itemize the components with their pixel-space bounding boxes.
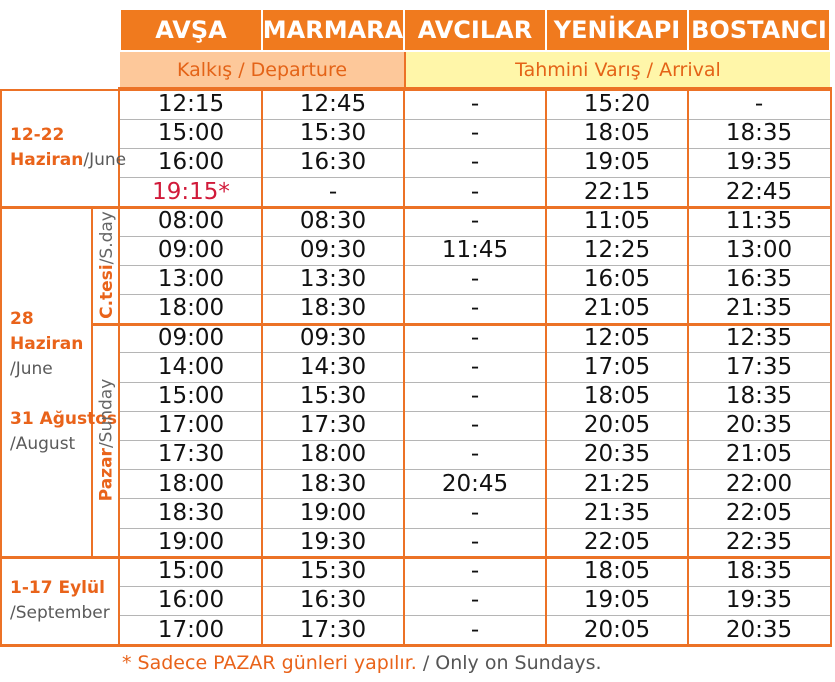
- time-cell: 15:30: [299, 383, 367, 410]
- time-cell: -: [470, 353, 480, 380]
- period-label-name: 28: [10, 308, 34, 329]
- column-header-label: YENİKAPI: [553, 16, 681, 44]
- period-left-border: [0, 90, 2, 645]
- column-header-3: [405, 10, 545, 50]
- column-header-label: MARMARA: [262, 16, 404, 44]
- time-cell: 09:30: [299, 237, 367, 264]
- time-cell: -: [470, 120, 480, 147]
- time-cell: 17:05: [583, 353, 651, 380]
- table-right-border: [830, 90, 832, 645]
- time-cell: 18:35: [725, 558, 793, 585]
- time-cell: 18:30: [299, 470, 367, 497]
- period-label-name: 31 Ağustos: [10, 408, 118, 429]
- footnote: [122, 652, 822, 680]
- time-cell: 22:05: [583, 529, 651, 556]
- time-cell: 12:15: [157, 91, 225, 118]
- time-cell: 22:35: [725, 529, 793, 556]
- time-cell: 21:35: [725, 295, 793, 322]
- footnote-note: * Sadece PAZAR günleri yapılır.: [122, 652, 417, 674]
- column-header-label: BOSTANCI: [691, 16, 827, 44]
- column-header-2: [263, 10, 403, 50]
- time-cell: -: [470, 499, 480, 526]
- period-label-line: [10, 576, 120, 601]
- period-label-1: [10, 90, 127, 207]
- time-cell: 20:05: [583, 412, 651, 439]
- time-cell: 16:05: [583, 266, 651, 293]
- time-cell: 15:30: [299, 558, 367, 585]
- time-cell: 08:30: [299, 207, 367, 234]
- time-cell: 17:35: [725, 353, 793, 380]
- time-cell: 16:00: [157, 587, 225, 614]
- day-label-translation: /S.day: [96, 211, 117, 265]
- period-label-translation: /August: [10, 433, 76, 454]
- time-cell: 09:00: [157, 237, 225, 264]
- time-cell: -: [470, 207, 480, 234]
- time-cell: 13:30: [299, 266, 367, 293]
- arrival-subheader: [406, 52, 830, 87]
- column-header-5: [689, 10, 829, 50]
- time-cell: -: [470, 149, 480, 176]
- arrival-label: Tahmini Varış / Arrival: [515, 58, 721, 81]
- period-label-name: Haziran: [10, 333, 84, 354]
- time-cell: 19:30: [299, 529, 367, 556]
- period-label-name: 12-22: [10, 125, 65, 146]
- period-label-line: [10, 123, 120, 148]
- time-cell: 12:25: [583, 237, 651, 264]
- period-label-name: Haziran: [10, 150, 84, 171]
- time-cell: -: [470, 441, 480, 468]
- time-cell: 16:35: [725, 266, 793, 293]
- departure-label: Kalkış / Departure: [176, 58, 348, 81]
- subheader-divider: [404, 52, 406, 87]
- time-cell: 15:20: [583, 91, 651, 118]
- time-cell: 14:00: [157, 353, 225, 380]
- time-cell: 21:05: [725, 441, 793, 468]
- time-cell: 20:05: [583, 616, 651, 643]
- time-cell: -: [470, 529, 480, 556]
- time-cell: -: [328, 178, 338, 205]
- day-label-translation: /Sunday: [96, 379, 117, 449]
- time-cell: 16:30: [299, 149, 367, 176]
- time-cell: 12:35: [725, 324, 793, 351]
- time-cell: 19:00: [157, 529, 225, 556]
- time-cell: 18:00: [157, 295, 225, 322]
- time-cell: -: [470, 558, 480, 585]
- time-cell: 14:30: [299, 353, 367, 380]
- time-cell: 15:00: [157, 558, 225, 585]
- time-cell: 18:05: [583, 120, 651, 147]
- time-cell: -: [470, 91, 480, 118]
- column-header-label: AVCILAR: [417, 16, 533, 44]
- time-cell: 21:05: [583, 295, 651, 322]
- time-cell: 21:35: [583, 499, 651, 526]
- time-cell: 19:05: [583, 149, 651, 176]
- column-header-4: [547, 10, 687, 50]
- period-label-translation: /September: [10, 602, 110, 623]
- day-label-name: C.tesi: [96, 264, 117, 320]
- time-cell: 13:00: [157, 266, 225, 293]
- time-cell: -: [470, 266, 480, 293]
- footnote-translation: / Only on Sundays.: [416, 652, 602, 674]
- time-cell: -: [470, 412, 480, 439]
- time-cell: 17:30: [299, 412, 367, 439]
- period-label-name: 1-17 Eylül: [10, 577, 105, 598]
- time-cell: 19:35: [725, 587, 793, 614]
- period-label-translation: /June: [10, 358, 53, 379]
- time-cell: 09:00: [157, 324, 225, 351]
- time-cell: 11:05: [583, 207, 651, 234]
- time-cell: 17:00: [157, 616, 225, 643]
- time-cell: 22:05: [725, 499, 793, 526]
- time-cell: 17:00: [157, 412, 225, 439]
- time-cell: 21:25: [583, 470, 651, 497]
- time-cell: 22:45: [725, 178, 793, 205]
- time-cell: 18:00: [157, 470, 225, 497]
- time-cell: -: [470, 178, 480, 205]
- time-cell: 18:30: [299, 295, 367, 322]
- time-cell: 17:30: [157, 441, 225, 468]
- time-cell: -: [754, 91, 764, 118]
- time-cell: -: [470, 324, 480, 351]
- time-cell: 15:00: [157, 120, 225, 147]
- time-cell: -: [470, 587, 480, 614]
- column-header-1: [121, 10, 261, 50]
- time-cell: 19:35: [725, 149, 793, 176]
- time-cell: -: [470, 295, 480, 322]
- time-cell: 18:30: [157, 499, 225, 526]
- time-cell: 15:30: [299, 120, 367, 147]
- time-cell: 16:00: [157, 149, 225, 176]
- time-cell: 19:15*: [152, 178, 230, 205]
- time-cell: 12:05: [583, 324, 651, 351]
- period-label-line: [10, 601, 120, 626]
- time-cell: 11:35: [725, 207, 793, 234]
- time-cell: 09:30: [299, 324, 367, 351]
- time-cell: 19:00: [299, 499, 367, 526]
- time-cell: 11:45: [441, 237, 509, 264]
- time-cell: 19:05: [583, 587, 651, 614]
- time-cell: 20:45: [441, 470, 509, 497]
- time-cell: 22:00: [725, 470, 793, 497]
- time-cell: 12:45: [299, 91, 367, 118]
- time-cell: 08:00: [157, 207, 225, 234]
- day-label-1: [93, 207, 120, 324]
- time-cell: 17:30: [299, 616, 367, 643]
- time-cell: 20:35: [583, 441, 651, 468]
- period-label-translation: /June: [83, 150, 127, 171]
- column-header-label: AVŞA: [155, 16, 227, 44]
- time-cell: 18:00: [299, 441, 367, 468]
- departure-subheader: [120, 52, 404, 87]
- time-cell: 20:35: [725, 616, 793, 643]
- time-cell: 18:05: [583, 558, 651, 585]
- time-cell: 15:00: [157, 383, 225, 410]
- time-cell: 20:35: [725, 412, 793, 439]
- day-label-text: [97, 379, 117, 502]
- period-label-line: [10, 148, 127, 173]
- time-cell: 13:00: [725, 237, 793, 264]
- time-cell: 18:35: [725, 120, 793, 147]
- day-label-name: Pazar: [96, 448, 117, 502]
- day-label-2: [93, 324, 120, 558]
- time-cell: 18:35: [725, 383, 793, 410]
- period-label-3: [10, 557, 120, 645]
- day-label-text: [97, 211, 117, 319]
- time-cell: -: [470, 383, 480, 410]
- time-cell: 18:05: [583, 383, 651, 410]
- time-cell: -: [470, 616, 480, 643]
- time-cell: 22:15: [583, 178, 651, 205]
- time-cell: 16:30: [299, 587, 367, 614]
